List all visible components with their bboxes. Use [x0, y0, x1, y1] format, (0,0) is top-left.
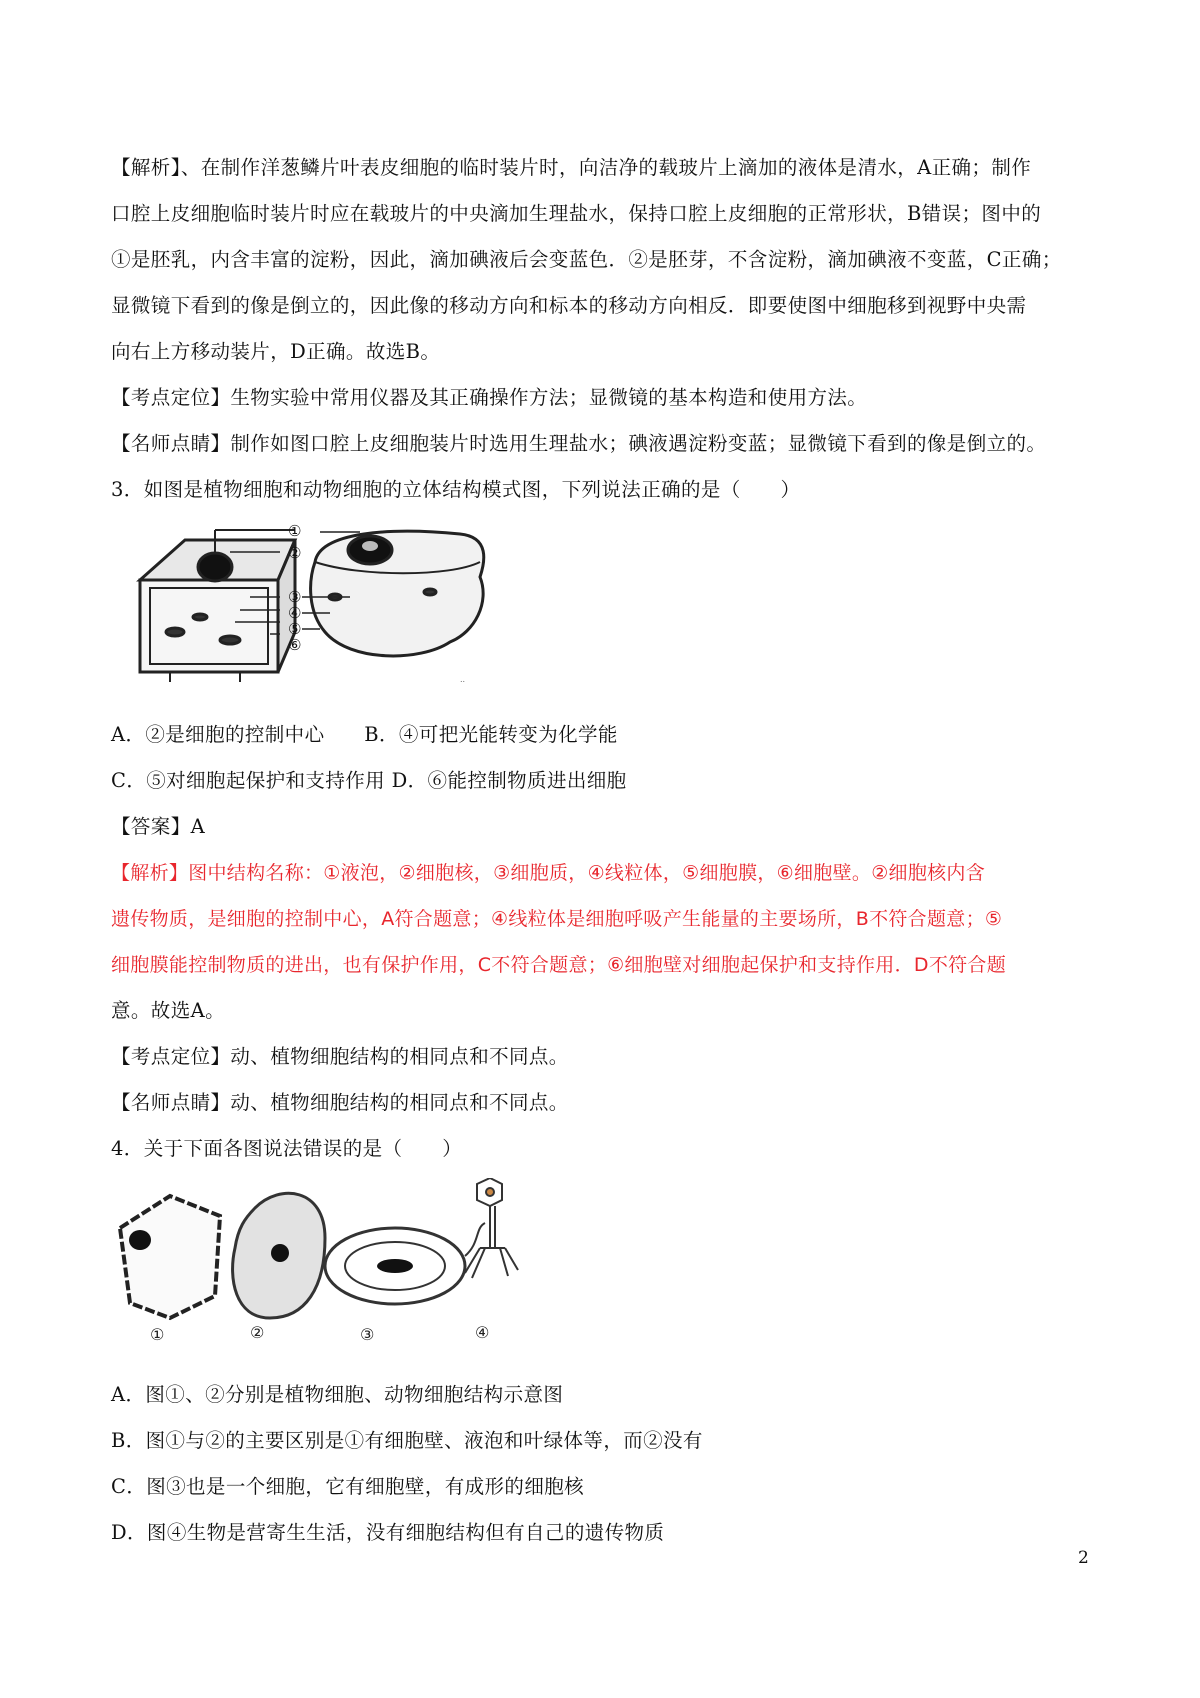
four-organisms-figure — [110, 1178, 570, 1348]
q3-analysis-red-line: 细胞膜能控制物质的进出，也有保护作用，C不符合题意；⑥细胞壁对细胞起保护和支持作用．D不符合题 — [111, 954, 1007, 976]
page-number: 2 — [1078, 1548, 1089, 1568]
q3-kaodian: 【考点定位】动、植物细胞结构的相同点和不同点。 — [111, 1045, 569, 1068]
q4-option-line: C．图③也是一个细胞，它有细胞壁，有成形的细胞核 — [111, 1475, 585, 1498]
mingshi-line: 【名师点睛】制作如图口腔上皮细胞装片时选用生理盐水；碘液遇淀粉变蓝；显微镜下看到的像是倒立的。 — [111, 432, 1047, 455]
animal-cell-drawing — [302, 531, 484, 656]
cell-structure-figure — [130, 522, 510, 692]
analysis-line: 向右上方移动装片，D正确。故选B。 — [111, 340, 441, 363]
figure-label: ④ — [288, 604, 302, 622]
figure-label: ② — [288, 544, 302, 562]
q4-option-line: A．图①、②分别是植物细胞、动物细胞结构示意图 — [111, 1383, 564, 1406]
analysis-line: ①是胚乳，内含丰富的淀粉，因此，滴加碘液后会变蓝色．②是胚芽，不含淀粉，滴加碘液不变蓝，C正确； — [111, 248, 1062, 271]
figure-label: ⑤ — [288, 620, 302, 638]
analysis-line: 显微镜下看到的像是倒立的，因此像的移动方向和标本的移动方向相反．即要使图中细胞移到视野中央需 — [111, 294, 1027, 317]
question-4-stem: 4．关于下面各图说法错误的是（ ） — [111, 1137, 463, 1160]
figure-label: ③ — [288, 588, 302, 606]
q3-mingshi: 【名师点睛】动、植物细胞结构的相同点和不同点。 — [111, 1091, 569, 1114]
figure-label: ① — [150, 1325, 165, 1344]
q3-option-line: A．②是细胞的控制中心 B．④可把光能转变为化学能 — [111, 723, 618, 746]
question-3-stem: 3．如图是植物细胞和动物细胞的立体结构模式图，下列说法正确的是（ ） — [111, 478, 801, 501]
virus-diagram — [465, 1178, 518, 1278]
bacterium-diagram — [325, 1223, 485, 1304]
figure-label: ② — [250, 1323, 265, 1342]
svg-text:..: .. — [460, 675, 466, 684]
plant-cell-diagram — [120, 1196, 220, 1318]
figure-label: ⑥ — [288, 636, 302, 654]
q4-option-line: B．图①与②的主要区别是①有细胞壁、液泡和叶绿体等，而②没有 — [111, 1429, 703, 1452]
q3-analysis-red-line: 【解析】图中结构名称：①液泡，②细胞核，③细胞质，④线粒体，⑤细胞膜，⑥细胞壁。②细胞核内含 — [111, 862, 986, 884]
animal-cell-diagram — [233, 1193, 325, 1318]
figure-label: ④ — [475, 1323, 490, 1342]
q4-option-line: D．图④生物是营寄生生活，没有细胞结构但有自己的遗传物质 — [111, 1521, 665, 1544]
figure-label: ① — [288, 522, 302, 540]
q3-answer: 【答案】A — [111, 815, 206, 838]
plant-cell-drawing — [140, 530, 295, 682]
q3-analysis-end: 意。故选A。 — [111, 999, 225, 1022]
analysis-line: 【解析】、在制作洋葱鳞片叶表皮细胞的临时装片时，向洁净的载玻片上滴加的液体是清水，A正确；制作 — [111, 156, 1032, 179]
q3-option-line: C．⑤对细胞起保护和支持作用 D．⑥能控制物质进出细胞 — [111, 769, 627, 792]
q3-analysis-red-line: 遗传物质，是细胞的控制中心，A符合题意；④线粒体是细胞呼吸产生能量的主要场所，B不符合题意；⑤ — [111, 908, 1003, 930]
kaodian-line: 【考点定位】生物实验中常用仪器及其正确操作方法；显微镜的基本构造和使用方法。 — [111, 386, 868, 409]
analysis-line: 口腔上皮细胞临时装片时应在载玻片的中央滴加生理盐水，保持口腔上皮细胞的正常形状，B错误；图中的 — [111, 202, 1042, 225]
figure-label: ③ — [360, 1325, 375, 1344]
